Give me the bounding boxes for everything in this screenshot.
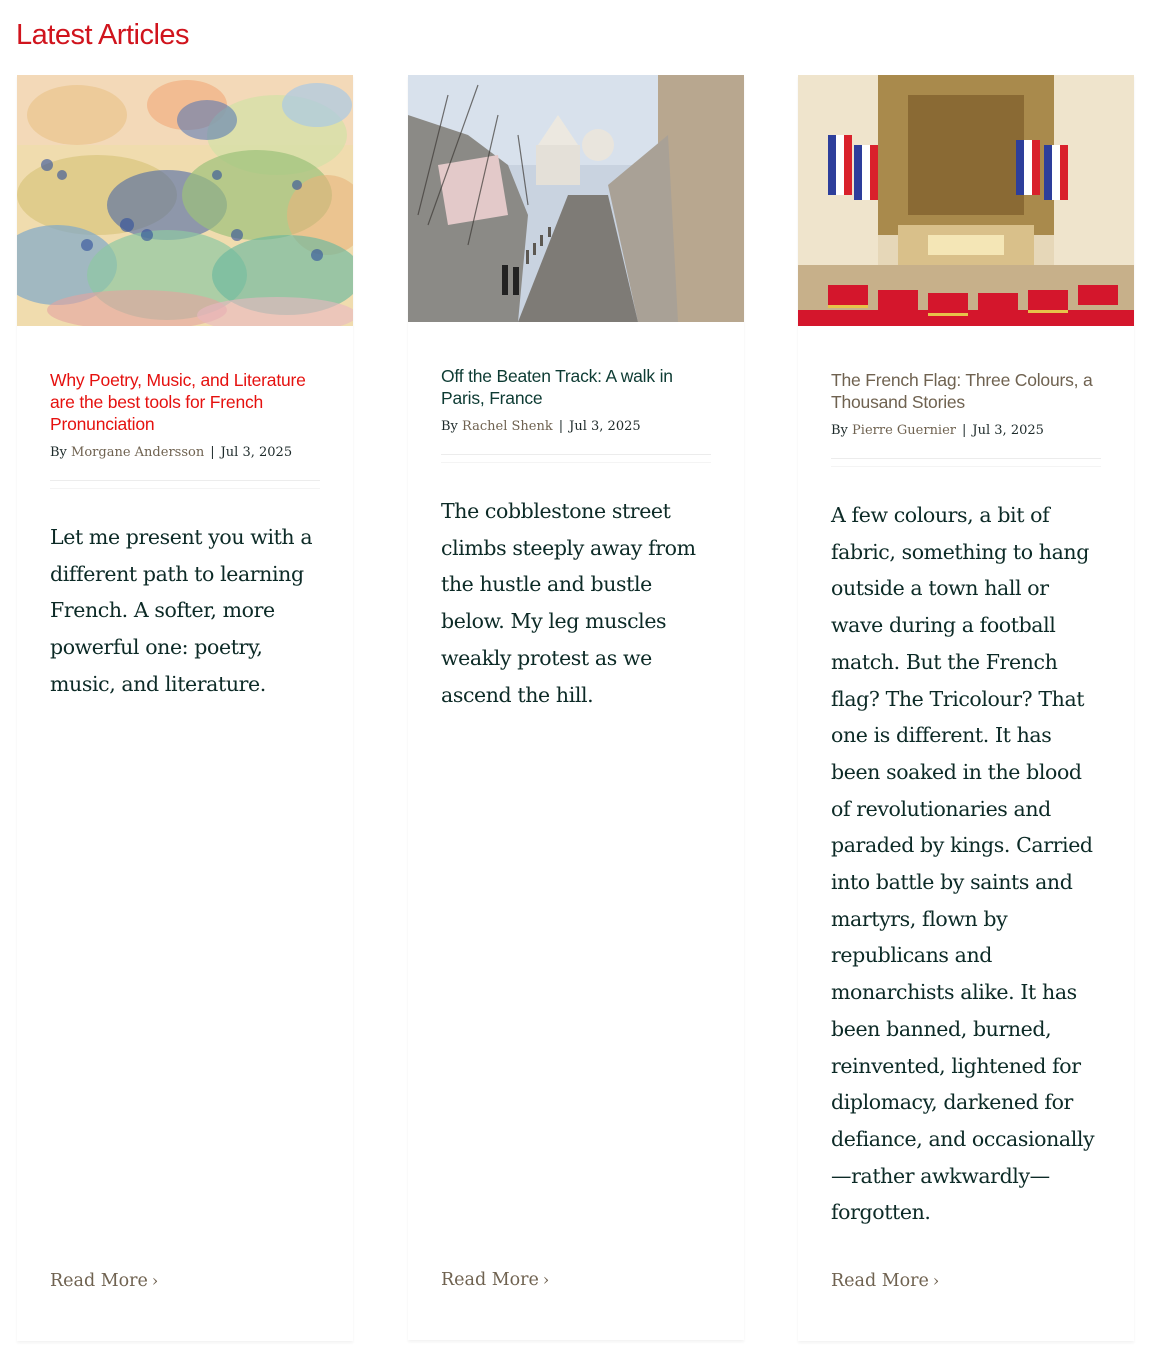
- article-excerpt: The cobblestone street climbs steeply away from the hustle and bustle below. My leg muscles weakly protest as we ascend the hill.: [441, 499, 696, 707]
- article-title-link[interactable]: The French Flag: Three Colours, a Thousand Stories: [831, 370, 1093, 412]
- article-meta: [441, 419, 711, 434]
- author-link[interactable]: Morgane Andersson: [71, 445, 205, 460]
- article-thumbnail-link[interactable]: [798, 75, 1134, 326]
- article-title-link[interactable]: Why Poetry, Music, and Literature are the best tools for French Pronunciation: [50, 370, 306, 434]
- cathedral-flags-photo: [798, 75, 1134, 326]
- divider: [50, 480, 320, 489]
- read-more-link[interactable]: [441, 1270, 549, 1290]
- chevron-right-icon: ›: [151, 1271, 159, 1290]
- read-more-link[interactable]: [50, 1271, 158, 1291]
- montmartre-street-photo: [408, 75, 744, 322]
- read-more-link[interactable]: [831, 1271, 939, 1291]
- article-title-link[interactable]: Off the Beaten Track: A walk in Paris, France: [441, 366, 673, 408]
- byline-label: By: [50, 445, 67, 460]
- article-card: [798, 75, 1134, 1341]
- chevron-right-icon: ›: [932, 1271, 940, 1290]
- author-link[interactable]: Pierre Guernier: [852, 423, 957, 438]
- article-excerpt: A few colours, a bit of fabric, something to hang outside a town hall or wave during a football match. But the French flag? The Tricolour? That one is different. It has been soaked in the blood of revolutionaries and paraded by kings. Carried into battle by saints and martyrs, flown by republicans and monarchists alike. It has been banned, burned, reinvented, lightened for diplomacy, darkened for defiance, and occasionally—rather awkwardly—forgotten.: [831, 503, 1095, 1225]
- meta-separator: |: [210, 445, 215, 460]
- divider: [441, 454, 711, 463]
- article-card: [408, 75, 744, 1340]
- divider: [831, 458, 1101, 467]
- article-meta: [50, 445, 320, 460]
- byline-label: By: [441, 419, 458, 434]
- meta-separator: |: [962, 423, 967, 438]
- publish-date: Jul 3, 2025: [569, 419, 641, 434]
- article-excerpt: Let me present you with a different path to learning French. A softer, more powerful one: poetry, music, and literature.: [50, 525, 313, 696]
- impressionist-painting-image: [17, 75, 353, 326]
- article-thumbnail-link[interactable]: [408, 75, 744, 322]
- read-more-label: Read More: [50, 1271, 148, 1291]
- read-more-label: Read More: [441, 1270, 539, 1290]
- article-card: [17, 75, 353, 1341]
- byline-label: By: [831, 423, 848, 438]
- article-meta: [831, 423, 1101, 438]
- author-link[interactable]: Rachel Shenk: [462, 419, 553, 434]
- meta-separator: |: [558, 419, 564, 434]
- read-more-label: Read More: [831, 1271, 929, 1291]
- chevron-right-icon: ›: [542, 1270, 550, 1289]
- article-thumbnail-link[interactable]: [17, 75, 353, 326]
- section-title: Latest Articles: [16, 19, 190, 51]
- publish-date: Jul 3, 2025: [972, 423, 1044, 438]
- publish-date: Jul 3, 2025: [220, 445, 293, 460]
